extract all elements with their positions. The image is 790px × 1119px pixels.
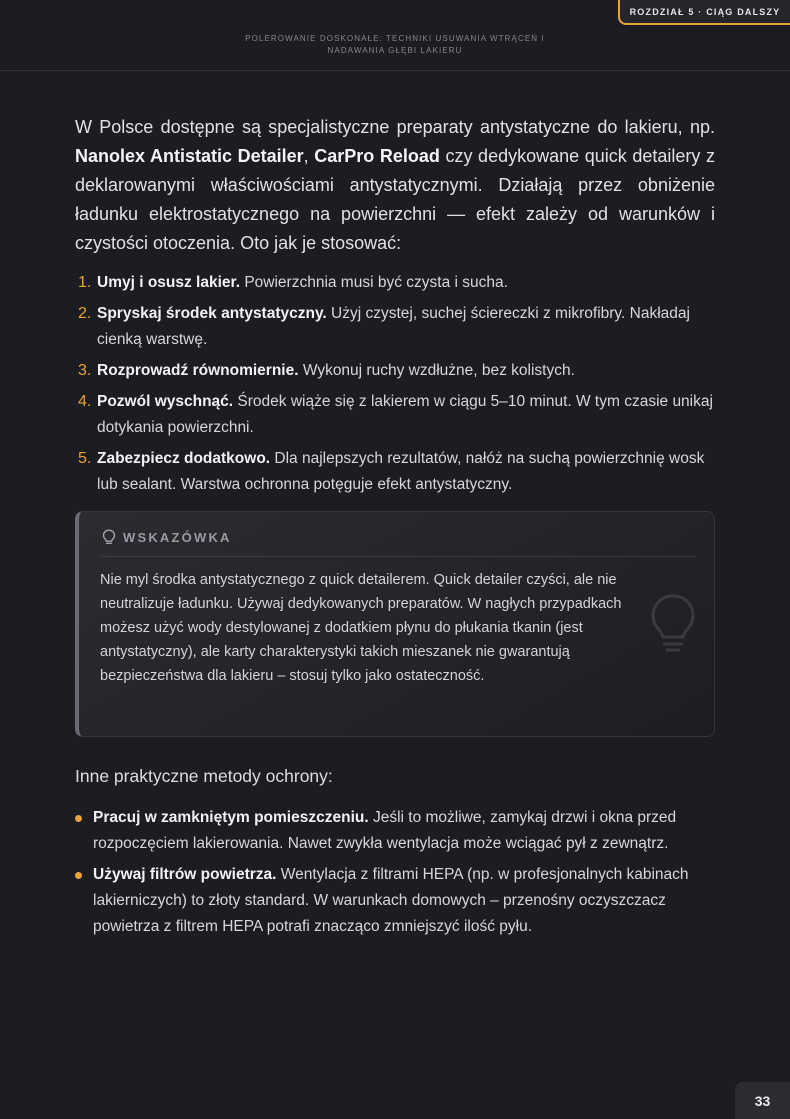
lightbulb-watermark-icon <box>649 593 697 655</box>
bullet-dot <box>75 815 82 822</box>
tip-header <box>102 529 232 546</box>
method-title: Pracuj w zamkniętym pomieszczeniu. <box>93 809 369 826</box>
product-nanolex: Nanolex Antistatic Detailer <box>75 146 304 166</box>
step-item <box>75 446 715 498</box>
step-title: Rozprowadź równomiernie. <box>97 362 299 379</box>
step-text: Dla najlepszych rezultatów, nałóż na suchą powierzchnię wosk lub sealant. Warstwa ochronna potęguje efekt antystatyczny. <box>97 450 705 493</box>
step-text: Powierzchnia musi być czysta i sucha. <box>240 274 508 291</box>
running-head-line-2: NADAWANIA GŁĘBI LAKIERU <box>327 46 463 55</box>
method-text: Wentylacja z filtrami HEPA (np. w profesjonalnych kabinach lakierniczych) to złoty standard. W warunkach domowych – przenośny oczyszczacz powietrza z filtrem HEPA potrafi znacząco zmniejszyć ilość pyłu. <box>93 866 689 935</box>
tip-title: WSKAZÓWKA <box>123 530 232 545</box>
step-number: 3. <box>78 362 92 379</box>
tip-body: Nie myl środka antystatycznego z quick detailerem. Quick detailer czyści, ale nie neutralizuje ładunku. Używaj dedykowanych preparatów. W nagłych przypadkach możesz użyć wody destylowanej z dodatkiem płynu do płukania tkanin (jest antystatyczny), ale karty charakterystyki takich mieszanek nie gwarantują bezpieczeństwa dla lakieru – stosuj tylko jako ostateczność. <box>100 572 622 684</box>
page-content <box>75 113 715 945</box>
step-text: Środek wiąże się z lakierem w ciągu 5–10 minut. W tym czasie unikaj dotykania powierzchni. <box>97 393 713 436</box>
method-title: Używaj filtrów powietrza. <box>93 866 277 883</box>
header-divider <box>0 70 790 71</box>
running-head-line-1: POLEROWANIE DOSKONAŁE: TECHNIKI USUWANIA WTRĄCEŃ I <box>245 34 545 43</box>
step-title: Pozwól wyschnąć. <box>97 393 234 410</box>
step-title: Umyj i osusz lakier. <box>97 274 241 291</box>
method-text: Jeśli to możliwe, zamykaj drzwi i okna przed rozpoczęciem lakierowania. Nawet zwykła wentylacja może wciągać pył z zewnątrz. <box>93 809 677 852</box>
page-number: 33 <box>735 1082 790 1119</box>
intro-text-1: W Polsce dostępne są specjalistyczne preparaty antystatyczne do lakieru, np. <box>75 117 715 137</box>
steps-list <box>75 270 715 498</box>
step-text: Wykonuj ruchy wzdłużne, bez kolistych. <box>298 362 575 379</box>
step-number: 1. <box>78 274 92 291</box>
chapter-tab: ROZDZIAŁ 5 · CIĄG DALSZY <box>618 0 790 25</box>
tip-divider <box>100 556 696 557</box>
step-number: 2. <box>78 305 92 322</box>
bullet-dot <box>75 872 82 879</box>
product-carpro: CarPro Reload <box>314 146 440 166</box>
methods-heading: Inne praktyczne metody ochrony: <box>75 766 333 786</box>
method-item <box>75 862 715 940</box>
step-title: Zabezpiecz dodatkowo. <box>97 450 271 467</box>
step-number: 5. <box>78 450 92 467</box>
step-text: Użyj czystej, suchej ściereczki z mikrofibry. Nakładaj cienką warstwę. <box>97 305 690 348</box>
lightbulb-icon <box>102 529 116 546</box>
running-head <box>0 33 790 57</box>
methods-list <box>75 805 715 940</box>
intro-paragraph <box>75 113 715 258</box>
step-item <box>75 270 715 296</box>
method-item <box>75 805 715 857</box>
intro-text-3: czy dedykowane quick detailery z deklarowanymi właściwościami antystatycznymi. Działają przez obniżenie ładunku elektrostatycznego na powierzchni — efekt zależy od warunków i czystości otoczenia. Oto jak je stosować: <box>75 146 715 253</box>
step-item <box>75 358 715 384</box>
step-item <box>75 389 715 441</box>
step-number: 4. <box>78 393 92 410</box>
intro-text-2: , <box>303 146 315 166</box>
step-item <box>75 301 715 353</box>
tip-callout <box>75 511 715 737</box>
step-title: Spryskaj środek antystatyczny. <box>97 305 327 322</box>
